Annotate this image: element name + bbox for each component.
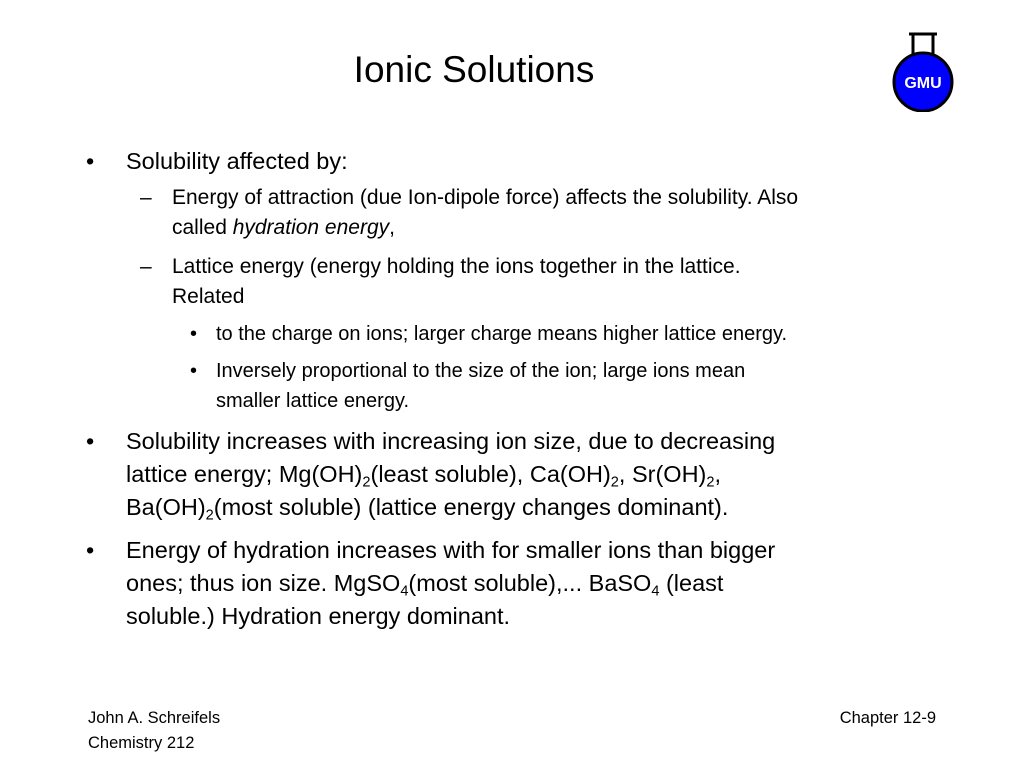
footer-course: Chemistry 212 xyxy=(88,734,195,752)
footer-page-number: Chapter 12-9 xyxy=(839,709,936,727)
subscript: 2 xyxy=(362,474,371,491)
subscript: 2 xyxy=(706,474,715,491)
sub-sub-bullet-text: to the charge on ions; larger charge means higher lattice energy. xyxy=(216,323,788,345)
bullet-text: Energy of hydration increases with for smaller ions than bigger xyxy=(126,537,776,563)
dash-marker: – xyxy=(140,255,152,278)
small-bullet-marker: • xyxy=(190,323,198,345)
text-run: ones; thus ion size. MgSO xyxy=(126,570,401,596)
slide-title: Ionic Solutions xyxy=(353,49,595,90)
emphasis-term: hydration energy xyxy=(232,216,390,239)
bullet-text-continued xyxy=(126,458,721,490)
gmu-flask-logo xyxy=(890,30,956,112)
bullet-marker: • xyxy=(86,148,95,174)
text-run: lattice energy; Mg(OH) xyxy=(126,461,363,487)
sub-sub-bullet-text-continued: smaller lattice energy. xyxy=(216,390,410,412)
text-run: , Sr(OH) xyxy=(618,461,707,487)
bullet-marker: • xyxy=(86,428,95,454)
small-bullet-marker: • xyxy=(190,360,198,382)
text-run: called xyxy=(172,216,233,239)
sub-bullet-text-continued: Related xyxy=(172,285,245,308)
text-run: (most soluble) (lattice energy changes dominant). xyxy=(213,494,729,520)
subscript: 2 xyxy=(610,474,619,491)
bullet-marker: • xyxy=(86,537,95,563)
sub-bullet-text: Lattice energy (energy holding the ions together in the lattice. xyxy=(172,255,741,278)
subscript: 4 xyxy=(400,583,409,600)
sub-sub-bullet-text: Inversely proportional to the size of the ion; large ions mean xyxy=(216,360,746,382)
sub-bullet-text: Energy of attraction (due Ion-dipole force) affects the solubility. Also xyxy=(172,186,799,209)
text-run: Ba(OH) xyxy=(126,494,206,520)
bullet-text-continued xyxy=(126,491,728,523)
subscript: 2 xyxy=(205,507,214,524)
footer-author: John A. Schreifels xyxy=(88,709,221,727)
bullet-text-continued xyxy=(126,567,723,599)
text-run: (least soluble), Ca(OH) xyxy=(370,461,611,487)
subscript: 4 xyxy=(651,583,660,600)
logo-text: GMU xyxy=(904,75,942,92)
sub-bullet-text-continued xyxy=(172,213,395,243)
bullet-text-continued: soluble.) Hydration energy dominant. xyxy=(126,603,511,629)
dash-marker: – xyxy=(140,186,152,209)
text-run: (most soluble),... BaSO xyxy=(408,570,652,596)
bullet-text: Solubility increases with increasing ion size, due to decreasing xyxy=(126,428,776,454)
text-run: , xyxy=(714,461,722,487)
bullet-text: Solubility affected by: xyxy=(126,148,348,174)
text-run: , xyxy=(389,216,395,239)
text-run: (least xyxy=(659,570,724,596)
